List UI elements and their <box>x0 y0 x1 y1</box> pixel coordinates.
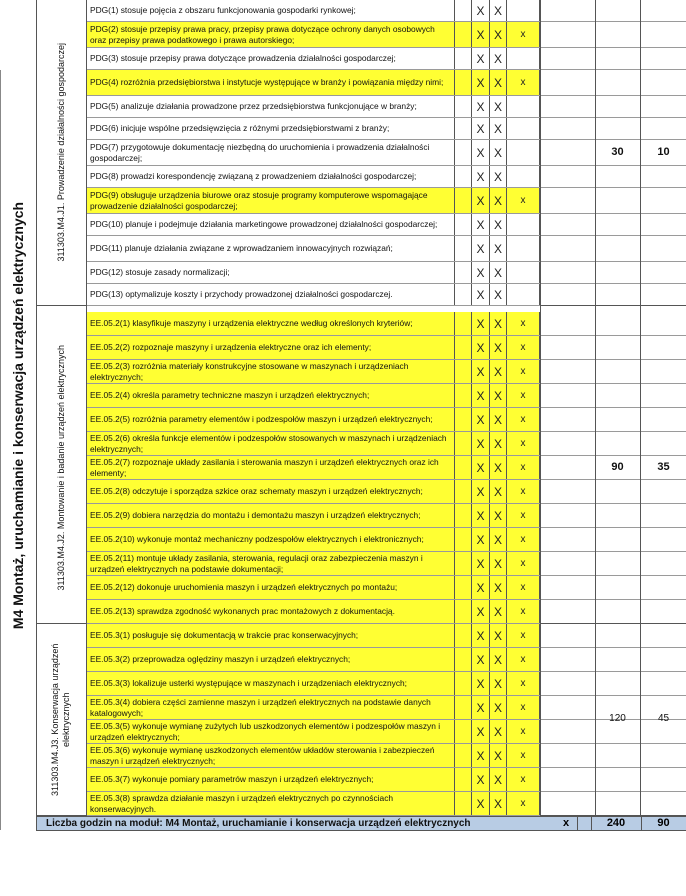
outcome-text: PDG(1) stosuje pojęcia z obszaru funkcjonowania gospodarki rynkowej; <box>90 5 356 15</box>
table-row <box>86 672 686 696</box>
outcome-text: PDG(10) planuje i podejmuje działania marketingowe prowadzonej działalności gospodarczej; <box>90 219 438 229</box>
empty-cell <box>455 118 472 139</box>
table-row <box>86 624 686 648</box>
outcome-text: EE.05.2(6) określa funkcje elementów i podzespołów stosowanych w maszynach i urządzeniach elektrycznych; <box>90 432 447 454</box>
empty-cell <box>455 96 472 117</box>
blank-cell <box>540 262 686 283</box>
mark-cell: X <box>490 312 507 335</box>
outcome-text-cell <box>86 0 455 21</box>
blank-cell <box>540 552 686 575</box>
unit-label <box>36 0 86 306</box>
empty-cell <box>455 768 472 791</box>
empty-cell <box>455 624 472 647</box>
outcome-text: EE.05.2(11) montuje układy zasilania, sterowania, regulacji oraz zabezpieczenia maszyn i urządzeń elektrycznych na podstawie dokumentacji; <box>90 552 423 574</box>
extra-mark-cell: x <box>507 408 540 431</box>
outcome-text: EE.05.3(4) dobiera części zamienne maszyn i urządzeń elektrycznych na podstawie danych katalogowych; <box>90 696 431 718</box>
outcome-text: EE.05.2(4) określa parametry techniczne maszyn i urządzeń elektrycznych; <box>90 390 370 400</box>
empty-cell <box>455 456 472 479</box>
extra-mark-cell <box>507 48 540 69</box>
blank-cell <box>540 504 686 527</box>
extra-mark-cell <box>507 236 540 261</box>
table-row <box>86 236 686 262</box>
mark-cell: X <box>472 236 490 261</box>
blank-cell <box>540 528 686 551</box>
empty-cell <box>455 166 472 187</box>
unit-title: 311303.M4.J3. Konserwacja urządzeń elektrycznych <box>50 643 71 796</box>
blank-cell <box>540 792 686 815</box>
mark-cell: X <box>472 96 490 117</box>
mark-cell: X <box>472 552 490 575</box>
mark-cell: X <box>490 188 507 213</box>
outcome-text: EE.05.3(6) wykonuje wymianę uszkodzonych elementów układów sterowania i zabezpieczeń maszyn i urządzeń elektrycznych; <box>90 744 435 766</box>
outcome-text-cell <box>86 188 455 213</box>
extra-mark-cell: x <box>507 768 540 791</box>
outcome-text-cell <box>86 22 455 47</box>
mark-cell: X <box>490 408 507 431</box>
extra-mark-cell: x <box>507 480 540 503</box>
mark-cell: X <box>472 166 490 187</box>
table-row <box>86 432 686 456</box>
mark-cell: X <box>472 336 490 359</box>
extra-mark-cell: x <box>507 576 540 599</box>
blank-cell <box>540 744 686 767</box>
table-row <box>86 480 686 504</box>
outcome-text-cell <box>86 600 455 623</box>
outcome-text-cell <box>86 432 455 455</box>
mark-cell: X <box>490 768 507 791</box>
empty-cell <box>455 648 472 671</box>
blank-cell <box>540 648 686 671</box>
blank-cell <box>540 284 686 305</box>
empty-cell <box>455 792 472 815</box>
blank-cell <box>540 600 686 623</box>
outcome-text-cell <box>86 48 455 69</box>
outcome-text-cell <box>86 166 455 187</box>
empty-cell <box>455 504 472 527</box>
mark-cell: X <box>490 696 507 719</box>
blank-cell <box>540 166 686 187</box>
extra-mark-cell: x <box>507 648 540 671</box>
table-row <box>86 214 686 236</box>
mark-cell: X <box>472 118 490 139</box>
outcome-text-cell <box>86 576 455 599</box>
outcome-text-cell <box>86 312 455 335</box>
extra-mark-cell: x <box>507 188 540 213</box>
mark-cell: X <box>472 312 490 335</box>
table-row <box>86 768 686 792</box>
mark-cell: X <box>472 48 490 69</box>
extra-mark-cell <box>507 262 540 283</box>
column-divider <box>640 0 641 816</box>
extra-mark-cell: x <box>507 744 540 767</box>
outcome-text-cell <box>86 624 455 647</box>
unit-hours-total: 90 <box>611 461 624 473</box>
mark-cell: X <box>472 624 490 647</box>
unit-hours-total: 30 <box>611 146 624 158</box>
table-row <box>86 0 686 22</box>
empty-cell <box>455 214 472 235</box>
table-row <box>86 504 686 528</box>
blank-cell <box>540 70 686 95</box>
blank-cell <box>540 312 686 335</box>
extra-mark-cell <box>507 118 540 139</box>
mark-cell: X <box>472 284 490 305</box>
table-row <box>86 188 686 214</box>
outcome-text: EE.05.3(7) wykonuje pomiary parametrów maszyn i urządzeń elektrycznych; <box>90 774 374 784</box>
table-row <box>86 552 686 576</box>
empty-cell <box>455 336 472 359</box>
group-divider <box>540 815 686 816</box>
empty-cell <box>455 408 472 431</box>
outcome-text: EE.05.2(5) rozróżnia parametry elementów i podzespołów maszyn i urządzeń elektrycznych; <box>90 414 433 424</box>
mark-cell: X <box>472 792 490 815</box>
mark-cell: X <box>472 384 490 407</box>
unit-label <box>36 624 86 816</box>
table-row <box>86 648 686 672</box>
extra-mark-cell: x <box>507 552 540 575</box>
outcome-text: PDG(9) obsługuje urządzenia biurowe oraz stosuje programy komputerowe wspomagające prowadzenie działalności gospodarczej; <box>90 189 428 211</box>
empty-cell <box>455 284 472 305</box>
outcome-text: EE.05.2(8) odczytuje i sporządza szkice oraz schematy maszyn i urządzeń elektrycznych; <box>90 486 423 496</box>
module-label <box>0 0 36 831</box>
blank-cell <box>540 360 686 383</box>
mark-cell: X <box>490 576 507 599</box>
mark-cell: X <box>472 432 490 455</box>
outcome-text-cell <box>86 118 455 139</box>
outcome-text-cell <box>86 214 455 235</box>
empty-cell <box>455 696 472 719</box>
outcome-text: PDG(4) rozróżnia przedsiębiorstwa i instytucje występujące w branży i powiązania między nimi; <box>90 77 444 87</box>
outcome-text-cell <box>86 744 455 767</box>
empty-cell <box>455 672 472 695</box>
mark-cell: X <box>472 768 490 791</box>
outcome-text-cell <box>86 336 455 359</box>
outcome-text-cell <box>86 480 455 503</box>
extra-mark-cell: x <box>507 600 540 623</box>
column-divider <box>595 0 596 816</box>
outcome-text: EE.05.2(10) wykonuje montaż mechaniczny podzespołów elektrycznych i elektronicznych; <box>90 534 424 544</box>
table-row <box>86 408 686 432</box>
table-row <box>86 262 686 284</box>
empty-cell <box>455 528 472 551</box>
outcome-text: EE.05.3(1) posługuje się dokumentacją w trakcie prac konserwacyjnych; <box>90 630 359 640</box>
extra-mark-cell: x <box>507 504 540 527</box>
group-divider <box>540 623 686 624</box>
empty-cell <box>455 552 472 575</box>
outcome-text: EE.05.3(5) wykonuje wymianę zużytych lub uszkodzonych elementów i podzespołów maszyn i urządzeń elektrycznych; <box>90 720 441 742</box>
mark-cell: X <box>472 720 490 743</box>
mark-cell: X <box>472 262 490 283</box>
column-divider <box>540 0 541 816</box>
mark-cell: X <box>490 792 507 815</box>
extra-mark-cell: x <box>507 792 540 815</box>
mark-cell: X <box>472 672 490 695</box>
extra-mark-cell: x <box>507 720 540 743</box>
mark-cell: X <box>490 284 507 305</box>
outcome-text-cell <box>86 408 455 431</box>
module-title: M4 Montaż, uruchamianie i konserwacja urządzeń elektrycznych <box>10 201 26 630</box>
extra-mark-cell <box>507 166 540 187</box>
extra-mark-cell: x <box>507 312 540 335</box>
table-row <box>86 96 686 118</box>
empty-cell <box>455 576 472 599</box>
mark-cell: X <box>490 0 507 21</box>
mark-cell: X <box>472 480 490 503</box>
empty-cell <box>455 140 472 165</box>
table-row <box>86 22 686 48</box>
empty-cell <box>455 744 472 767</box>
outcome-text: PDG(6) inicjuje wspólne przedsięwzięcia z różnymi przedsiębiorstwami z branży; <box>90 123 390 133</box>
footer-hours-practice: 90 <box>657 817 670 829</box>
outcome-text-cell <box>86 262 455 283</box>
blank-cell <box>540 236 686 261</box>
table-row <box>86 48 686 70</box>
mark-cell: X <box>472 0 490 21</box>
table-row <box>86 744 686 768</box>
outcome-text: EE.05.3(2) przeprowadza oględziny maszyn i urządzeń elektrycznych; <box>90 654 351 664</box>
blank-cell <box>540 480 686 503</box>
extra-mark-cell <box>507 96 540 117</box>
outcome-text: EE.05.3(8) sprawdza działanie maszyn i urządzeń elektrycznych po czynnościach konserwacyjnych. <box>90 792 394 814</box>
extra-mark-cell: x <box>507 624 540 647</box>
mark-cell: X <box>490 480 507 503</box>
empty-cell <box>455 480 472 503</box>
table-row <box>86 118 686 140</box>
blank-cell <box>540 118 686 139</box>
mark-cell: X <box>472 408 490 431</box>
column-divider <box>36 0 37 831</box>
mark-cell: X <box>490 504 507 527</box>
mark-cell: X <box>490 70 507 95</box>
outcome-text: PDG(5) analizuje działania prowadzone przez przedsiębiorstwa funkcjonujące w branży; <box>90 101 417 111</box>
mark-cell: X <box>490 236 507 261</box>
outcome-text: EE.05.2(7) rozpoznaje układy zasilania i sterowania maszyn i urządzeń elektrycznych oraz ich elementy; <box>90 456 439 478</box>
outcome-text: EE.05.2(3) rozróżnia materiały konstrukcyjne stosowane w maszynach i urządzeniach elektrycznych; <box>90 360 409 382</box>
table-row <box>86 600 686 624</box>
mark-cell: X <box>472 696 490 719</box>
unit-title: 311303.M4.J2. Montowanie i badanie urządzeń elektrycznych <box>56 344 66 591</box>
outcome-text: EE.05.3(3) lokalizuje usterki występujące w maszynach i urządzeniach elektrycznych; <box>90 678 407 688</box>
outcome-text-cell <box>86 648 455 671</box>
group-divider <box>540 305 686 306</box>
blank-cell <box>540 408 686 431</box>
outcome-text: PDG(13) optymalizuje koszty i przychody prowadzonej działalności gospodarczej. <box>90 289 393 299</box>
mark-cell: X <box>490 118 507 139</box>
mark-cell: X <box>490 360 507 383</box>
mark-cell: X <box>490 48 507 69</box>
mark-cell: X <box>472 648 490 671</box>
empty-cell <box>455 312 472 335</box>
mark-cell: X <box>472 22 490 47</box>
mark-cell: X <box>472 140 490 165</box>
outcome-text: PDG(12) stosuje zasady normalizacji; <box>90 267 230 277</box>
extra-mark-cell: x <box>507 696 540 719</box>
table-row <box>86 70 686 96</box>
mark-cell: X <box>472 70 490 95</box>
table-row <box>86 792 686 816</box>
left-border <box>0 70 1 830</box>
empty-cell <box>455 48 472 69</box>
mark-cell: X <box>490 384 507 407</box>
outcome-text-cell <box>86 504 455 527</box>
outcome-text: PDG(2) stosuje przepisy prawa pracy, przepisy prawa dotyczące ochrony danych osobowych oraz przepisy prawa podatkowego i prawa autorskiego; <box>90 23 435 45</box>
blank-cell <box>540 336 686 359</box>
empty-cell <box>455 22 472 47</box>
outcome-text: PDG(11) planuje działania związane z wprowadzaniem innowacyjnych rozwiązań; <box>90 243 393 253</box>
table-row <box>86 312 686 336</box>
unit-hours-practice: 45 <box>657 713 670 724</box>
table-row <box>86 576 686 600</box>
mark-cell: X <box>472 188 490 213</box>
outcome-text: EE.05.2(13) sprawdza zgodność wykonanych prac montażowych z dokumentacją. <box>90 606 395 616</box>
empty-cell <box>455 600 472 623</box>
extra-mark-cell <box>507 0 540 21</box>
extra-mark-cell: x <box>507 336 540 359</box>
outcome-text-cell <box>86 792 455 815</box>
outcome-text-cell <box>86 720 455 743</box>
mark-cell: X <box>490 166 507 187</box>
outcome-text-cell <box>86 696 455 719</box>
extra-mark-cell: x <box>507 70 540 95</box>
footer-hours-total: 240 <box>606 817 626 829</box>
extra-mark-cell: x <box>507 384 540 407</box>
mark-cell: X <box>472 600 490 623</box>
blank-cell <box>540 624 686 647</box>
blank-cell <box>540 672 686 695</box>
blank-cell <box>540 188 686 213</box>
mark-cell: X <box>490 672 507 695</box>
outcome-text-cell <box>86 768 455 791</box>
table-row <box>86 360 686 384</box>
mark-cell: X <box>490 744 507 767</box>
mark-cell: X <box>472 528 490 551</box>
mark-cell: X <box>472 744 490 767</box>
empty-cell <box>455 70 472 95</box>
empty-cell <box>455 720 472 743</box>
outcome-text: EE.05.2(12) dokonuje uruchomienia maszyn i urządzeń elektrycznych po montażu; <box>90 582 398 592</box>
mark-cell: X <box>472 456 490 479</box>
module-hours-footer <box>36 816 686 831</box>
table-row <box>86 528 686 552</box>
mark-cell: X <box>490 140 507 165</box>
mark-cell: X <box>490 432 507 455</box>
mark-cell: X <box>490 648 507 671</box>
mark-cell: X <box>472 214 490 235</box>
blank-cell <box>540 48 686 69</box>
outcome-text-cell <box>86 672 455 695</box>
table-row <box>86 336 686 360</box>
mark-cell: X <box>490 720 507 743</box>
unit-title: 311303.M4.J1. Prowadzenie działalności gospodarczej <box>56 43 66 262</box>
mark-cell: X <box>490 214 507 235</box>
extra-mark-cell: x <box>507 432 540 455</box>
empty-cell <box>455 432 472 455</box>
empty-cell <box>455 384 472 407</box>
outcome-text-cell <box>86 236 455 261</box>
blank-cell <box>540 384 686 407</box>
outcome-text-cell <box>86 528 455 551</box>
unit-hours-total: 120 <box>609 713 626 724</box>
empty-cell <box>455 188 472 213</box>
mark-cell: X <box>490 600 507 623</box>
outcome-text-cell <box>86 456 455 479</box>
outcome-text: EE.05.2(2) rozpoznaje maszyny i urządzenia elektryczne oraz ich elementy; <box>90 342 372 352</box>
extra-mark-cell: x <box>507 22 540 47</box>
unit-hours-practice: 10 <box>657 146 670 158</box>
mark-cell: X <box>490 528 507 551</box>
blank-cell <box>540 0 686 21</box>
outcome-text-cell <box>86 284 455 305</box>
unit-label <box>36 312 86 624</box>
footer-label: Liczba godzin na moduł: M4 Montaż, uruchamianie i konserwacja urządzeń elektrycznych <box>46 818 471 829</box>
blank-cell <box>540 576 686 599</box>
extra-mark-cell: x <box>507 456 540 479</box>
extra-mark-cell: x <box>507 360 540 383</box>
mark-cell: X <box>490 336 507 359</box>
column-divider <box>86 0 87 816</box>
extra-mark-cell <box>507 284 540 305</box>
extra-mark-cell <box>507 214 540 235</box>
mark-cell: X <box>490 96 507 117</box>
extra-mark-cell: x <box>507 528 540 551</box>
extra-mark-cell <box>507 140 540 165</box>
outcome-text: PDG(8) prowadzi korespondencję związaną z prowadzeniem działalności gospodarczej; <box>90 171 417 181</box>
empty-cell <box>455 360 472 383</box>
outcome-text: PDG(7) przygotowuje dokumentację niezbędną do uruchomienia i prowadzenia działalności gospodarczej; <box>90 141 430 163</box>
outcome-text-cell <box>86 140 455 165</box>
table-row <box>86 284 686 306</box>
mark-cell: X <box>490 22 507 47</box>
outcome-text-cell <box>86 384 455 407</box>
outcome-text-cell <box>86 360 455 383</box>
footer-x: x <box>562 817 570 829</box>
extra-mark-cell: x <box>507 672 540 695</box>
empty-cell <box>455 262 472 283</box>
mark-cell: X <box>472 504 490 527</box>
mark-cell: X <box>490 552 507 575</box>
table-row <box>86 166 686 188</box>
mark-cell: X <box>472 360 490 383</box>
outcome-text-cell <box>86 70 455 95</box>
blank-cell <box>540 22 686 47</box>
mark-cell: X <box>490 262 507 283</box>
blank-cell <box>540 214 686 235</box>
outcome-text: EE.05.2(1) klasyfikuje maszyny i urządzenia elektryczne według określonych kryteriów; <box>90 318 413 328</box>
outcome-text: EE.05.2(9) dobiera narzędzia do montażu i demontażu maszyn i urządzeń elektrycznych; <box>90 510 421 520</box>
blank-cell <box>540 768 686 791</box>
outcome-text: PDG(3) stosuje przepisy prawa dotyczące prowadzenia działalności gospodarczej; <box>90 53 396 63</box>
mark-cell: X <box>490 456 507 479</box>
outcome-text-cell <box>86 552 455 575</box>
outcome-text-cell <box>86 96 455 117</box>
mark-cell: X <box>472 576 490 599</box>
unit-hours-practice: 35 <box>657 461 670 473</box>
empty-cell <box>455 236 472 261</box>
empty-cell <box>455 0 472 21</box>
table-row <box>86 384 686 408</box>
mark-cell: X <box>490 624 507 647</box>
blank-cell <box>540 96 686 117</box>
blank-cell <box>540 432 686 455</box>
